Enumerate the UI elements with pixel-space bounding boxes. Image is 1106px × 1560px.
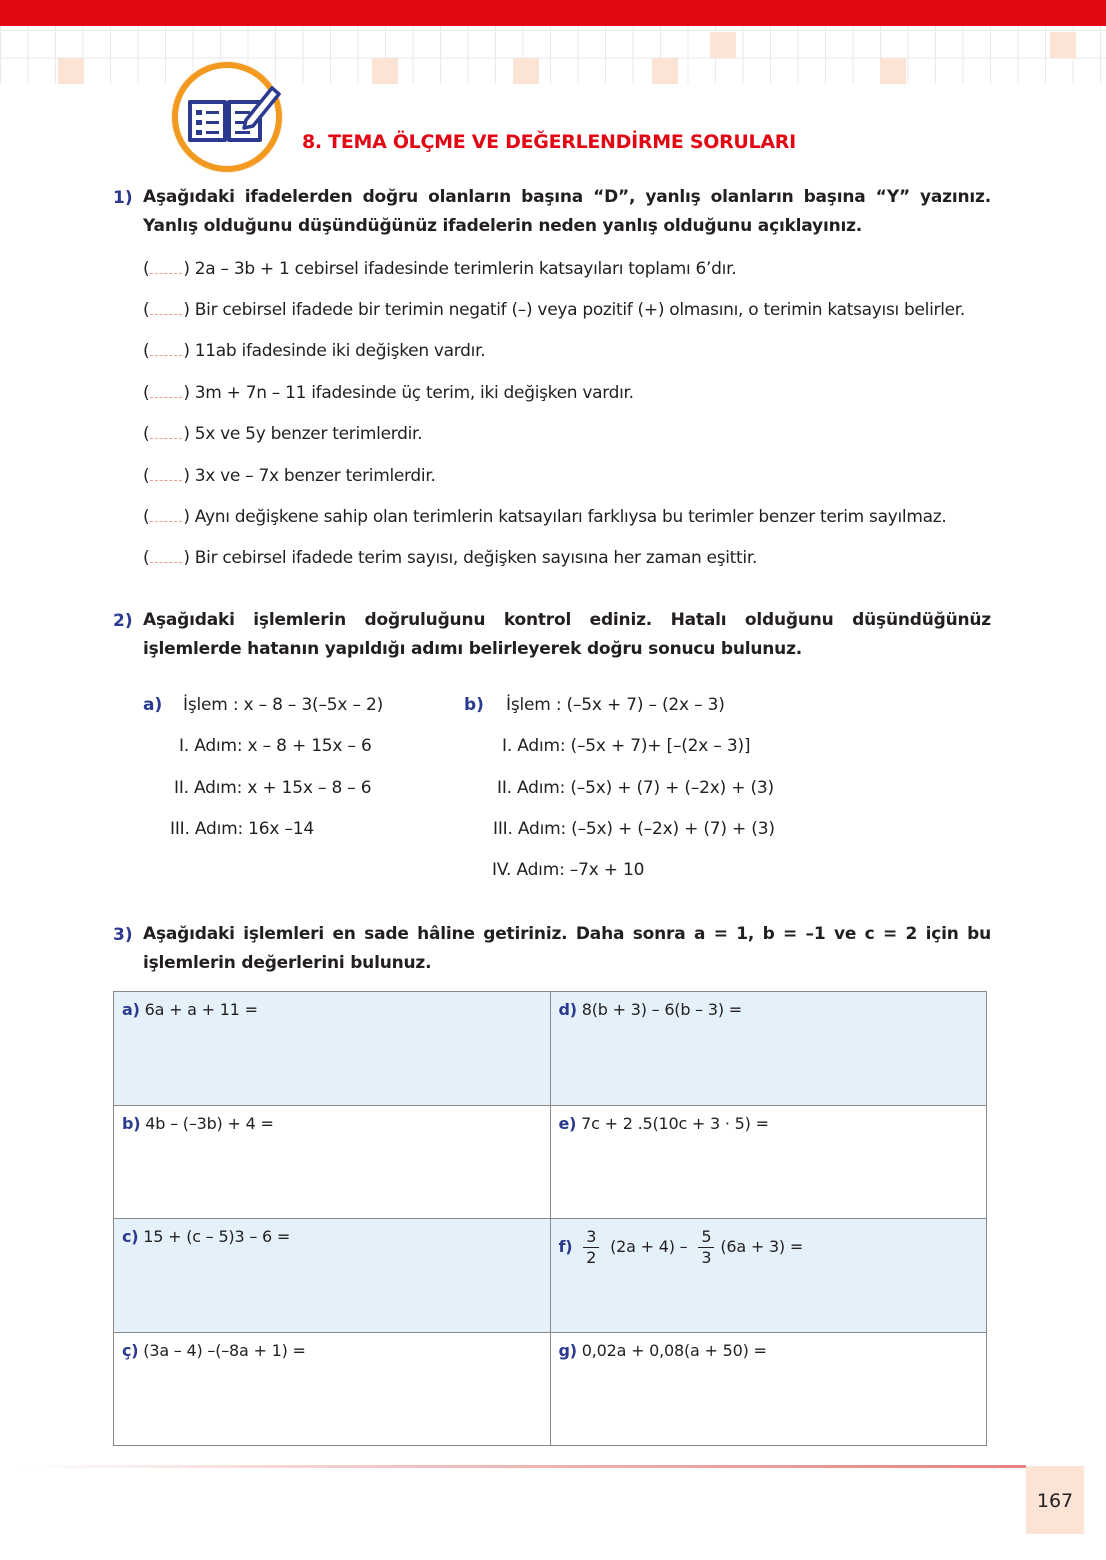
page-number: 167 [1036, 1490, 1074, 1512]
step-line: I. Adım: x – 8 + 15x – 6 [179, 736, 372, 756]
question-3-text: Aşağıdaki işlemleri en sade hâline getiriniz. Daha sonra a = 1, b = –1 ve c = 2 için bu işlemlerin değerlerini bulunuz. [143, 924, 991, 973]
operation-line: İşlem : x – 8 – 3(–5x – 2) [183, 695, 384, 715]
grid-accent-cell [513, 58, 539, 84]
part-a-label: a) [143, 695, 163, 715]
statement-item: ( ) 2a – 3b + 1 cebirsel ifadesinde terimlerin katsayıları toplamı 6’dır. [143, 259, 737, 279]
grid-accent-cell [1050, 32, 1076, 58]
fraction: $\frac{3}{2}$ [583, 1227, 599, 1268]
grid-accent-cell [58, 58, 84, 84]
operation-line: İşlem : (–5x + 7) – (2x – 3) [506, 695, 725, 715]
step-line: IV. Adım: –7x + 10 [492, 860, 645, 880]
answer-blank[interactable] [150, 387, 182, 398]
answer-blank[interactable] [150, 428, 182, 439]
step-line: III. Adım: 16x –14 [170, 819, 315, 839]
answer-cell-b[interactable]: b) 4b – (–3b) + 4 = [114, 1105, 551, 1219]
answer-blank[interactable] [150, 511, 182, 522]
answer-cell-c[interactable]: c) 15 + (c – 5)3 – 6 = [114, 1219, 551, 1333]
question-3-number: 3) [113, 925, 133, 945]
answer-cell-d[interactable]: d) 8(b + 3) – 6(b – 3) = [550, 992, 987, 1106]
step-line: II. Adım: x + 15x – 8 – 6 [174, 778, 372, 798]
book-pencil-icon [168, 58, 286, 176]
question-1-number: 1) [113, 188, 133, 208]
answer-cell-f[interactable]: f) $\frac{3}{2}$ (2a + 4) – $\frac{5}{3}$ (6a + 3) = [550, 1219, 987, 1333]
top-red-bar [0, 0, 1106, 26]
statement-item: ( ) Bir cebirsel ifadede bir terimin negatif (–) veya pozitif (+) olmasını, o terimin katsayısı belirler. [143, 300, 966, 320]
answer-table [113, 991, 987, 1446]
part-b-label: b) [464, 695, 484, 715]
statement-item: ( ) 5x ve 5y benzer terimlerdir. [143, 424, 423, 444]
statement-item: ( ) 3m + 7n – 11 ifadesinde üç terim, iki değişken vardır. [143, 383, 634, 403]
step-line: I. Adım: (–5x + 7)+ [–(2x – 3)] [502, 736, 751, 756]
answer-cell-e[interactable]: e) 7c + 2 .5(10c + 3 · 5) = [550, 1105, 987, 1219]
question-1-text: Aşağıdaki ifadelerden doğru olanların başına “D”, yanlış olanların başına “Y” yazınız. Yanlış olduğunu düşündüğünüz ifadelerin neden yanlış olduğunu açıklayınız. [143, 187, 991, 236]
step-line: III. Adım: (–5x) + (–2x) + (7) + (3) [493, 819, 775, 839]
question-2-text: Aşağıdaki işlemlerin doğruluğunu kontrol ediniz. Hatalı olduğunu düşündüğünüz işlemlerde hatanın yapıldığı adımı belirleyerek doğru sonucu bulunuz. [143, 610, 991, 659]
statement-item: ( ) Aynı değişkene sahip olan terimlerin katsayıları farklıysa bu terimler benzer terim sayılmaz. [143, 507, 947, 527]
statement-item: ( ) Bir cebirsel ifadede terim sayısı, değişken sayısına her zaman eşittir. [143, 548, 758, 568]
page-title: 8. TEMA ÖLÇME VE DEĞERLENDİRME SORULARI [302, 131, 796, 153]
step-line: II. Adım: (–5x) + (7) + (–2x) + (3) [497, 778, 774, 798]
answer-blank[interactable] [150, 263, 182, 274]
grid-accent-cell [880, 58, 906, 84]
answer-blank[interactable] [150, 470, 182, 481]
question-2-number: 2) [113, 611, 133, 631]
grid-accent-cell [652, 58, 678, 84]
answer-cell-a[interactable]: a) 6a + a + 11 = [114, 992, 551, 1106]
statement-item: ( ) 3x ve – 7x benzer terimlerdir. [143, 466, 436, 486]
answer-cell-g[interactable]: g) 0,02a + 0,08(a + 50) = [550, 1332, 987, 1446]
statement-item: ( ) 11ab ifadesinde iki değişken vardır. [143, 341, 486, 361]
answer-blank[interactable] [150, 552, 182, 563]
answer-cell-cc[interactable]: ç) (3a – 4) –(–8a + 1) = [114, 1332, 551, 1446]
header-grid-pattern [0, 26, 1106, 84]
answer-blank[interactable] [150, 345, 182, 356]
fraction: $\frac{5}{3}$ [698, 1227, 714, 1268]
grid-accent-cell [710, 32, 736, 58]
grid-accent-cell [372, 58, 398, 84]
footer-line [20, 1465, 1026, 1468]
answer-blank[interactable] [150, 304, 182, 315]
